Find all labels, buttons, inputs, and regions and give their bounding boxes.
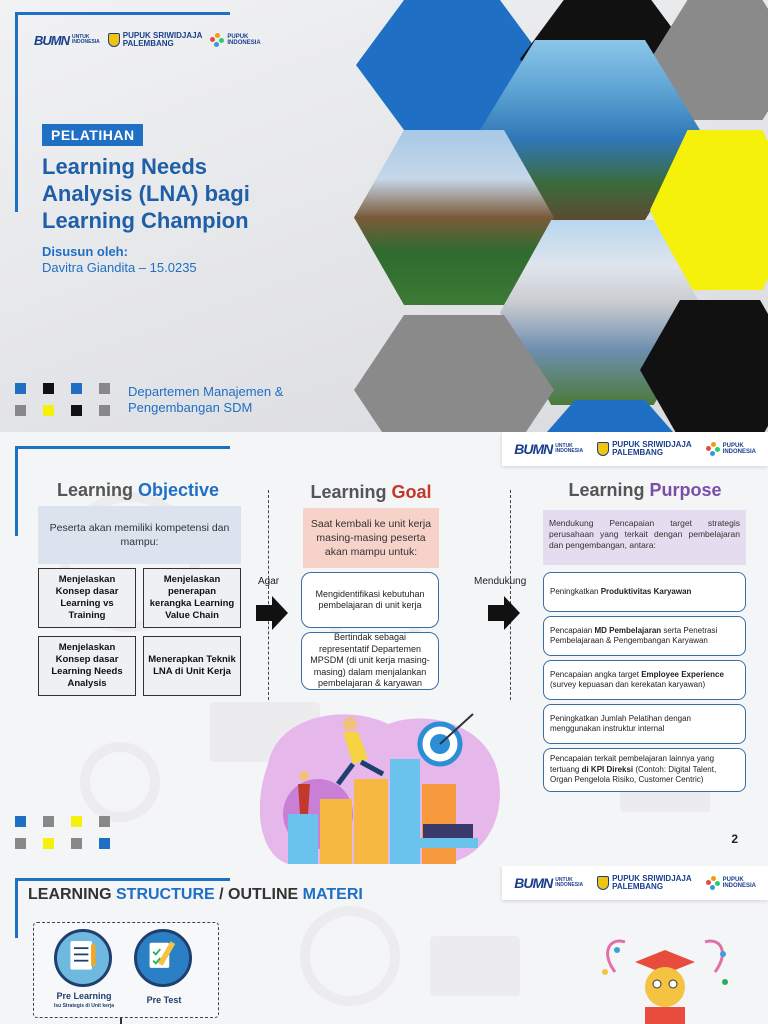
purpose-description: Mendukung Pencapaian target strategis perusahaan yang terkait dengan pembelajaran dan pengembangan, antara:	[543, 510, 746, 565]
decor-square	[99, 816, 110, 827]
bumn-logo	[34, 33, 100, 48]
decor-square	[15, 816, 26, 827]
objective-item: Menjelaskan Konsep dasar Learning Needs Analysis	[38, 636, 136, 696]
purpose-item: Peningkatkan Produktivitas Karyawan	[543, 572, 746, 612]
pupuk-indonesia-logo: PUPUK INDONESIA	[210, 33, 260, 47]
objective-item: Menjelaskan penerapan kerangka Learning Value Chain	[143, 568, 241, 628]
right-arrow-icon	[256, 596, 288, 630]
logo-bar	[502, 432, 768, 466]
purpose-item: Pencapaian terkait pembelajaran lainnya yang tertuang di KPI Direksi (Contoh: Digital Talent, Organ Pengelola Risiko, Customer Centric)	[543, 748, 746, 792]
pre-learning-label: Pre Learning	[56, 991, 112, 1001]
goal-item: Bertindak sebagai representatif Departemen MPSDM (di unit kerja masing-masing) dalam menjalankan pembelajaran & karyawan	[301, 632, 439, 690]
purpose-item: Pencapaian MD Pembelajaran serta Penetrasi Pembelajaraan & Pengembangan Karyawan	[543, 616, 746, 656]
decor-square	[43, 838, 54, 849]
pelatihan-tag: PELATIHAN	[42, 124, 143, 146]
arrow-label-mendukung: Mendukung	[474, 576, 527, 587]
growth-illustration	[258, 704, 508, 864]
slide-title: Learning Needs Analysis (LNA) bagi Learning Champion	[42, 154, 250, 233]
objective-item: Menjelaskan Konsep dasar Learning vs Training	[38, 568, 136, 628]
page-number: 2	[731, 832, 738, 846]
decor-squares	[15, 383, 110, 416]
connector-line	[120, 1018, 122, 1024]
frame-line-top	[15, 446, 230, 449]
bumn-logo-sub: UNTUK INDONESIA	[72, 34, 100, 45]
checklist-icon	[54, 929, 112, 987]
purpose-item: Pencapaian angka target Employee Experience (survey kepuasan dan kerekatan karyawan)	[543, 660, 746, 700]
frame-line-left	[15, 12, 18, 212]
goal-description: Saat kembali ke unit kerja masing-masing peserta akan mampu untuk:	[303, 508, 439, 568]
decor-square	[15, 405, 26, 416]
decor-square	[71, 383, 82, 394]
decor-bar	[430, 936, 520, 996]
pusri-shield-icon	[597, 442, 609, 456]
pupuk-indonesia-logo: PUPUK INDONESIA	[706, 442, 756, 456]
purpose-heading: Learning Purpose	[568, 480, 722, 500]
arrow-label-agar: Agar	[258, 576, 280, 587]
goal-heading: Learning Goal	[310, 482, 432, 502]
pupuk-indonesia-logo: PUPUK INDONESIA	[706, 876, 756, 890]
logo-row	[34, 32, 261, 48]
pusri-logo: PUPUK SRIWIDJAJA PALEMBANG	[597, 875, 692, 891]
objective-item: Menerapkan Teknik LNA di Unit Kerja	[143, 636, 241, 696]
decor-square	[99, 405, 110, 416]
decor-square	[15, 838, 26, 849]
goal-item: Mengidentifikasi kebutuhan pembelajaran di unit kerja	[301, 572, 439, 628]
graduate-illustration	[585, 932, 745, 1024]
decor-square	[43, 383, 54, 394]
structure-title: LEARNING STRUCTURE / OUTLINE MATERI	[28, 886, 363, 903]
pusri-logo: PUPUK SRIWIDJAJA PALEMBANG	[597, 441, 692, 457]
pusri-shield-icon	[108, 33, 120, 47]
decor-square	[15, 383, 26, 394]
pre-test-label: Pre Test	[146, 995, 182, 1005]
pre-learning-group	[33, 922, 219, 1018]
decor-square	[43, 405, 54, 416]
pusri-shield-icon	[597, 876, 609, 890]
pupuk-indonesia-dots-icon	[210, 33, 224, 47]
title-slide	[0, 0, 768, 432]
logo-bar	[502, 866, 768, 900]
decor-square	[43, 816, 54, 827]
bumn-logo-text: BUMN	[34, 32, 69, 48]
learning-structure-slide	[0, 866, 768, 1024]
frame-line-left	[15, 878, 18, 938]
pusri-logo: PUPUK SRIWIDJAJA PALEMBANG	[108, 32, 203, 48]
frame-line-top	[15, 878, 230, 881]
hexagon-collage	[340, 0, 768, 432]
pupuk-indonesia-dots-icon	[706, 442, 720, 456]
pre-learning-sublabel: Isu Strategis di Unit kerja	[53, 1003, 115, 1009]
department-name: Departemen Manajemen & Pengembangan SDM	[128, 384, 284, 415]
decor-square	[71, 816, 82, 827]
pupuk-indonesia-dots-icon	[706, 876, 720, 890]
column-divider	[268, 490, 269, 700]
author-name: Davitra Giandita – 15.0235	[42, 260, 197, 275]
decor-square	[71, 405, 82, 416]
bumn-logo: BUMN UNTUK INDONESIA	[514, 441, 584, 457]
purpose-item: Peningkatkan Jumlah Pelatihan dengan menggunakan instruktur internal	[543, 704, 746, 744]
decor-circle	[300, 906, 400, 1006]
objective-heading: Learning Objective	[56, 480, 220, 500]
decor-square	[99, 383, 110, 394]
bumn-logo: BUMN UNTUK INDONESIA	[514, 875, 584, 891]
learning-objective-slide	[0, 432, 768, 866]
right-arrow-icon	[488, 596, 520, 630]
author-label: Disusun oleh:	[42, 244, 128, 259]
decor-square	[71, 838, 82, 849]
decor-circle	[80, 742, 160, 822]
decor-squares	[15, 816, 110, 849]
column-divider	[510, 490, 511, 700]
pre-test-icon	[134, 929, 192, 987]
objective-description: Peserta akan memiliki kompetensi dan mampu:	[38, 506, 241, 564]
decor-square	[99, 838, 110, 849]
frame-line-left	[15, 446, 18, 536]
frame-line-top	[15, 12, 230, 15]
